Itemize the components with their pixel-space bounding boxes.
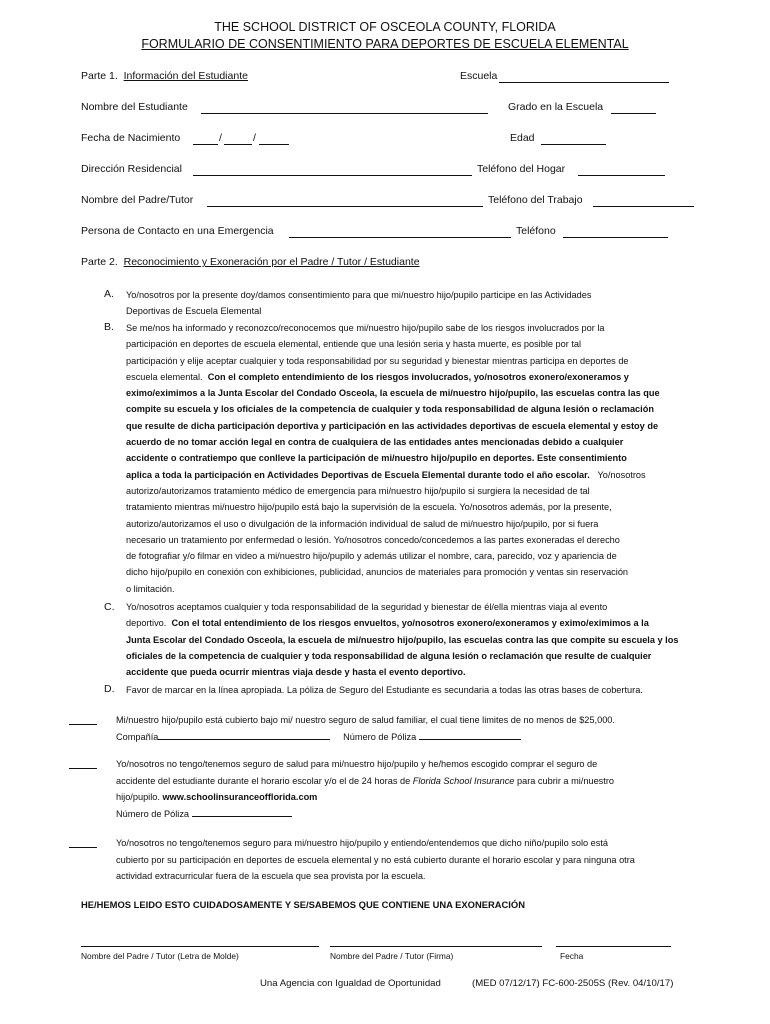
work-phone-label: Teléfono del Trabajo <box>488 194 583 206</box>
address-label: Dirección Residencial <box>81 163 182 175</box>
parent-name-field <box>81 194 193 206</box>
item-c-line-4 <box>126 648 711 664</box>
item-b-line-8-text: acuerdo de no tomar acción legal en contra de cualquiera de las entidades antes mencionadas debido a cualquier <box>126 437 624 448</box>
company-label: Compañía <box>116 732 159 742</box>
home-phone-field <box>477 163 565 175</box>
item-d-letter: D. <box>104 683 115 695</box>
form-subtitle <box>0 37 770 51</box>
item-b-line-12: tratamiento mientras mi/nuestro hijo/pupilo está bajo la supervisión de la escuela. Yo/nosotros además, por la presente, <box>126 502 612 513</box>
insurance-option-3-line-2: cubierto por su participación en deportes de escuela elemental y no está cubierto durante el horario escolar y para ninguna otra <box>116 854 635 865</box>
item-b-line-2: participación en deportes de escuela elemental, entiende que una lesión seria y hasta muerte, es posible por tal <box>126 339 582 350</box>
policy-number-input-line-2[interactable] <box>192 806 292 817</box>
emergency-phone-label: Teléfono <box>516 225 556 237</box>
item-c-line-3 <box>126 632 711 648</box>
insurance-option-2-text <box>116 756 716 822</box>
grade-label: Grado en la Escuela <box>508 101 604 113</box>
school-label: Escuela <box>460 70 498 82</box>
item-b-line-10 <box>126 467 711 483</box>
item-b-line-11: autorizo/autorizamos tratamiento médico de emergencia para mi/nuestro hijo/pupilo si surgiera la necesidad de tal <box>126 485 590 496</box>
emergency-contact-field <box>81 225 274 237</box>
item-b-line-6 <box>126 401 711 417</box>
item-d-text <box>126 682 726 698</box>
item-c-line-3-text: Junta Escolar del Condado Osceola, la escuela de mi/nuestro hijo/pupilo, las escuelas contra las que compite su escuela y los <box>126 634 679 645</box>
item-c-line-2a: deportivo. <box>126 618 167 629</box>
item-b-line-1: Se me/nos ha informado y reconozco/reconocemos que mi/nuestro hijo/pupilo sabe de los riesgos involucrados por la <box>126 323 605 333</box>
item-b-line-10b: Yo/nosotros <box>597 469 646 480</box>
form-subtitle-text: FORMULARIO DE CONSENTIMIENTO PARA DEPORTES DE ESCUELA ELEMENTAL <box>141 37 629 51</box>
insurance-option-3-line-1: Yo/nosotros no tengo/tenemos seguro para mi/nuestro hijo/pupilo y entiendo/entendemos que dicho niño/pupilo solo está <box>116 838 609 848</box>
dob-separator-1: / <box>219 132 222 144</box>
florida-school-insurance: Florida School Insurance <box>412 775 515 786</box>
item-c-line-5 <box>126 664 711 680</box>
item-a-line-1: Yo/nosotros por la presente doy/damos consentimiento para que mi/nuestro hijo/pupilo participe en las Actividades <box>126 290 592 300</box>
item-b-line-4b: Con el completo entendimiento de los riesgos involucrados, yo/nosotros exonero/exoneramos y <box>207 371 629 382</box>
insurance-option-1-text <box>116 712 716 746</box>
age-input-line[interactable] <box>541 144 606 145</box>
address-field <box>81 163 182 175</box>
part2-title: Reconocimiento y Exoneración por el Padre / Tutor / Estudiante <box>123 256 420 268</box>
insurance-option-2-line-4 <box>116 806 716 823</box>
insurance-option-1-line-2 <box>116 729 716 746</box>
footer-codes: (MED 07/12/17) FC-600-2505S (Rev. 04/10/17) <box>472 978 674 989</box>
work-phone-input-line[interactable] <box>593 206 694 207</box>
insurance-website-link[interactable]: www.schoolinsuranceofflorida.com <box>162 792 318 802</box>
insurance-option-3-text <box>116 835 716 885</box>
item-b-line-15: de fotografiar y/o filmar en video a mi/nuestro hijo/pupilo y además utilizar el nombre, cara, parecido, voz y apariencia de <box>126 551 617 562</box>
student-name-label: Nombre del Estudiante <box>81 101 188 113</box>
item-c-line-5-text: accidente que pueda ocurrir mientras viaja desde y hasta el evento deportivo. <box>126 667 466 678</box>
dob-day-line[interactable] <box>224 144 252 145</box>
item-c-line-2b: Con el total entendimiento de los riesgos envueltos, yo/nosotros exonero/exoneramos y eximo/eximimos a la <box>171 618 649 629</box>
dob-label: Fecha de Nacimiento <box>81 132 181 144</box>
emergency-phone-input-line[interactable] <box>563 237 668 238</box>
item-b-line-10a: aplica a toda la participación en Actividades Deportivas de Escuela Elemental durante todo el año escolar. <box>126 469 590 480</box>
student-name-input-line[interactable] <box>201 113 488 114</box>
date-label: Fecha <box>560 951 584 961</box>
print-name-label: Nombre del Padre / Tutor (Letra de Molde) <box>81 951 239 961</box>
insurance-option-2-line-2 <box>116 773 716 790</box>
item-b-line-7 <box>126 418 711 434</box>
work-phone-field <box>488 194 583 206</box>
part1-label: Parte 1. <box>81 70 118 82</box>
item-b-line-9-text: accidente o contratiempo que conlleve la participación de mi/nuestro hijo/pupilo en deportes. Este consentimiento <box>126 453 627 464</box>
item-b-line-9 <box>126 450 711 466</box>
school-field <box>460 70 497 82</box>
item-a-line-2: Deportivas de Escuela Elemental <box>126 306 262 317</box>
dob-month-line[interactable] <box>193 144 218 145</box>
parent-name-label: Nombre del Padre/Tutor <box>81 194 194 206</box>
item-b-line-3: participación y elije aceptar cualquier y toda responsabilidad por su seguridad y bienestar mientras participa en deportes de <box>126 355 629 366</box>
insurance-option-2-line-2a: accidente del estudiante durante el horario escolar y/o el de 24 horas de <box>116 775 411 786</box>
part2-label: Parte 2. <box>81 256 118 268</box>
waiver-statement: HE/HEMOS LEIDO ESTO CUIDADOSAMENTE Y SE/SABEMOS QUE CONTIENE UNA EXONERACIÓN <box>81 899 525 910</box>
item-c-line-1: Yo/nosotros aceptamos cualquier y toda responsabilidad de la seguridad y bienestar de él/ella mientras viaja al evento <box>126 602 608 612</box>
date-line[interactable] <box>556 946 671 947</box>
item-b-line-7-text: que resulte de dicha participación deportiva y participación en las actividades deportivas de escuela elemental y estoy de <box>126 420 659 431</box>
item-b-line-4a: escuela elemental. <box>126 371 203 382</box>
age-field <box>510 132 535 144</box>
item-b-line-5 <box>126 385 711 401</box>
insurance-option-3-line-3: actividad extracurricular fuera de la escuela que sea provista por la escuela. <box>116 871 426 881</box>
insurance-option-1-checkline[interactable] <box>69 724 97 725</box>
emergency-contact-input-line[interactable] <box>289 237 511 238</box>
item-b-line-14: necesario un tratamiento por enfermedad o lesión. Yo/nosotros concedo/concedemos a las partes exoneradas el derecho <box>126 534 620 545</box>
item-b-line-13: autorizo/autorizamos el uso o divulgación de la información individual de salud de mi/nuestro hijo/pupilo, por si fuera <box>126 518 599 529</box>
item-d-line-1: Favor de marcar en la línea apropiada. La póliza de Seguro del Estudiante es secundaria a todas las otras bases de cobertura. <box>126 685 643 695</box>
policy-number-label-2: Número de Póliza <box>116 808 190 819</box>
home-phone-label: Teléfono del Hogar <box>477 163 566 175</box>
item-b-line-4 <box>126 369 711 385</box>
item-b-letter: B. <box>104 321 114 333</box>
item-b-line-17: o limitación. <box>126 583 175 594</box>
insurance-option-3-checkline[interactable] <box>69 847 97 848</box>
policy-number-label-1: Número de Póliza <box>343 732 417 742</box>
footer-agency: Una Agencia con Igualdad de Oportunidad <box>260 978 441 989</box>
dob-field <box>81 132 180 144</box>
print-name-line[interactable] <box>81 946 319 947</box>
emergency-contact-label: Persona de Contacto en una Emergencia <box>81 225 274 237</box>
item-a-text <box>126 287 711 320</box>
item-a-letter: A. <box>104 288 114 300</box>
policy-number-input-line-1[interactable] <box>419 729 521 740</box>
insurance-option-2-line-3a: hijo/pupilo. <box>116 792 160 802</box>
grade-field <box>508 101 603 113</box>
address-input-line[interactable] <box>193 175 472 176</box>
item-b-line-16: dicho hijo/pupilo en conexión con exhibiciones, publicidad, anuncios de materiales para promoción y ventas sin reservación <box>126 567 629 578</box>
item-b-line-8 <box>126 434 711 450</box>
item-b-line-6-text: compite su escuela y los oficiales de la competencia de cualquier y toda responsabilidad de alguna lesión o reclamación <box>126 404 654 415</box>
item-b-text <box>126 320 711 597</box>
company-input-line[interactable] <box>158 729 330 740</box>
student-name-field <box>81 101 188 113</box>
school-input-line[interactable] <box>499 82 669 83</box>
insurance-option-2-line-2b: para cubrir a mi/nuestro <box>516 775 614 786</box>
item-c-text <box>126 599 711 680</box>
age-label: Edad <box>510 132 535 144</box>
signature-line[interactable] <box>330 946 542 947</box>
grade-input-line[interactable] <box>611 113 656 114</box>
insurance-option-1-line-1: Mi/nuestro hijo/pupilo está cubierto bajo mi/ nuestro seguro de salud familiar, el cual tiene limites de no menos de $25,000. <box>116 715 615 725</box>
part1-title: Información del Estudiante <box>123 70 248 82</box>
part1-heading <box>81 70 248 82</box>
parent-name-input-line[interactable] <box>207 206 483 207</box>
part2-heading <box>81 256 420 268</box>
insurance-option-2-checkline[interactable] <box>69 768 97 769</box>
insurance-option-2-line-3 <box>116 789 716 806</box>
signature-label: Nombre del Padre / Tutor (Firma) <box>330 951 454 961</box>
item-c-line-2 <box>126 615 711 631</box>
form-title: THE SCHOOL DISTRICT OF OSCEOLA COUNTY, FLORIDA <box>214 20 556 34</box>
item-c-letter: C. <box>104 601 115 613</box>
item-b-line-5-text: eximo/eximimos a la Junta Escolar del Condado Osceola, la escuela de mi/nuestro hijo/pupilo, las escuelas contra las que <box>126 388 660 399</box>
dob-separator-2: / <box>253 132 256 144</box>
insurance-option-2-line-1: Yo/nosotros no tengo/tenemos seguro de salud para mi/nuestro hijo/pupilo y he/hemos escogido comprar el seguro de <box>116 759 598 769</box>
emergency-phone-field <box>516 225 556 237</box>
home-phone-input-line[interactable] <box>578 175 665 176</box>
item-c-line-4-text: oficiales de la competencia de cualquier y toda responsabilidad de alguna lesión o reclamación que resulte de cualquier <box>126 650 652 661</box>
dob-year-line[interactable] <box>259 144 289 145</box>
